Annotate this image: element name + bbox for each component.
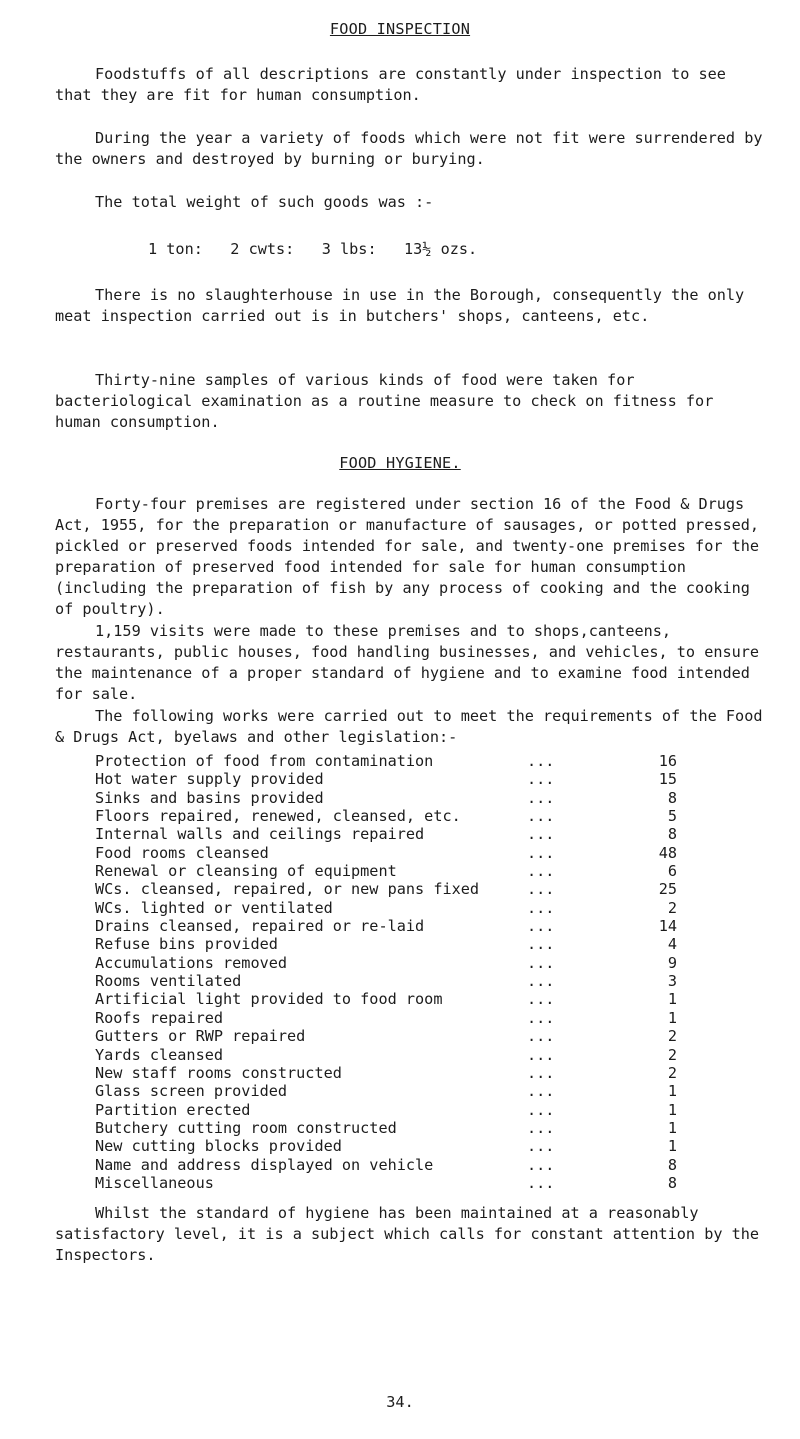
work-count: 14 <box>658 917 677 936</box>
work-count: 9 <box>667 953 677 972</box>
work-leader-dots: ... <box>527 880 555 899</box>
work-leader-dots: ... <box>527 898 555 917</box>
work-count: 16 <box>658 752 677 770</box>
food-inspection-para-3: The total weight of such goods was :- <box>95 193 434 211</box>
work-count: 8 <box>667 1155 677 1174</box>
work-label: Internal walls and ceilings repaired <box>95 825 425 844</box>
work-count: 25 <box>658 880 677 899</box>
food-inspection-para-2: During the year a variety of foods which were not fit were surrendered by the owners and destroyed by burning or burying. <box>55 129 763 168</box>
work-label: Refuse bins provided <box>95 935 278 954</box>
work-leader-dots: ... <box>527 807 555 826</box>
work-row <box>95 1156 755 1174</box>
work-row <box>95 1082 755 1100</box>
work-label: Yards cleansed <box>95 1045 224 1064</box>
work-leader-dots: ... <box>527 1155 555 1174</box>
work-count: 2 <box>667 1027 677 1046</box>
food-inspection-para-5: Thirty-nine samples of various kinds of food were taken for bacteriological examination as a routine measure to check on fitness for human consumption. <box>55 371 714 431</box>
food-inspection-heading: FOOD INSPECTION <box>329 20 471 38</box>
work-leader-dots: ... <box>527 1137 555 1156</box>
work-label: Glass screen provided <box>95 1082 288 1101</box>
work-label: New staff rooms constructed <box>95 1063 342 1082</box>
work-row <box>95 752 755 770</box>
work-row <box>95 789 755 807</box>
work-label: Name and address displayed on vehicle <box>95 1155 434 1174</box>
work-row <box>95 935 755 953</box>
work-row <box>95 990 755 1008</box>
work-leader-dots: ... <box>527 752 555 770</box>
work-count: 2 <box>667 1045 677 1064</box>
work-label: Roofs repaired <box>95 1008 224 1027</box>
work-count: 1 <box>667 1137 677 1156</box>
work-label: Drains cleansed, repaired or re-laid <box>95 917 425 936</box>
work-count: 2 <box>667 898 677 917</box>
work-row <box>95 844 755 862</box>
work-label: Accumulations removed <box>95 953 288 972</box>
work-count: 2 <box>667 1063 677 1082</box>
work-leader-dots: ... <box>527 770 555 789</box>
work-count: 48 <box>658 843 677 862</box>
work-leader-dots: ... <box>527 1045 555 1064</box>
work-leader-dots: ... <box>527 843 555 862</box>
work-row <box>95 862 755 880</box>
work-row <box>95 807 755 825</box>
work-label: Floors repaired, renewed, cleansed, etc. <box>95 807 461 826</box>
work-row <box>95 1137 755 1155</box>
work-leader-dots: ... <box>527 953 555 972</box>
work-row <box>95 1046 755 1064</box>
work-row <box>95 770 755 788</box>
work-row <box>95 825 755 843</box>
work-label: Hot water supply provided <box>95 770 324 789</box>
work-leader-dots: ... <box>527 1082 555 1101</box>
work-leader-dots: ... <box>527 990 555 1009</box>
work-count: 8 <box>667 788 677 807</box>
food-hygiene-para-1: Forty-four premises are registered under section 16 of the Food & Drugs Act, 1955, for the preparation or manufacture of sausages, or potted pressed, pickled or preserved foods intended for sale, and twenty-one premises for the preparation of preserved food intended for sale for human consumption (including the preparation of fish by any process of cooking and the cooking of poultry). <box>55 495 760 618</box>
work-count: 5 <box>667 807 677 826</box>
work-row <box>95 1009 755 1027</box>
work-label: WCs. cleansed, repaired, or new pans fixed <box>95 880 480 899</box>
work-label: Sinks and basins provided <box>95 788 324 807</box>
work-leader-dots: ... <box>527 917 555 936</box>
work-row <box>95 917 755 935</box>
page-number: 34. <box>386 1393 414 1411</box>
work-leader-dots: ... <box>527 1100 555 1119</box>
total-weight: 1 ton: 2 cwts: 3 lbs: 13½ ozs. <box>148 240 478 258</box>
work-leader-dots: ... <box>527 862 555 881</box>
food-inspection-para-4: There is no slaughterhouse in use in the Borough, consequently the only meat inspection carried out is in butchers' shops, canteens, etc. <box>55 286 745 325</box>
work-label: WCs. lighted or ventilated <box>95 898 333 917</box>
work-count: 1 <box>667 990 677 1009</box>
work-count: 15 <box>658 770 677 789</box>
work-leader-dots: ... <box>527 1118 555 1137</box>
work-count: 1 <box>667 1008 677 1027</box>
work-row <box>95 1064 755 1082</box>
food-hygiene-para-2: 1,159 visits were made to these premises and to shops,canteens, restaurants, public houses, food handling businesses, and vehicles, to ensure the maintenance of a proper standard of hygiene and to examine food intended for sale. <box>55 622 760 703</box>
work-label: Partition erected <box>95 1100 251 1119</box>
work-leader-dots: ... <box>527 825 555 844</box>
work-row <box>95 1119 755 1137</box>
work-label: Food rooms cleansed <box>95 843 269 862</box>
work-count: 1 <box>667 1082 677 1101</box>
work-leader-dots: ... <box>527 1063 555 1082</box>
work-count: 6 <box>667 862 677 881</box>
work-leader-dots: ... <box>527 1027 555 1046</box>
work-count: 8 <box>667 1173 677 1192</box>
work-row <box>95 1174 755 1192</box>
food-hygiene-heading: FOOD HYGIENE. <box>339 454 461 472</box>
work-row <box>95 954 755 972</box>
work-count: 1 <box>667 1118 677 1137</box>
work-row <box>95 1027 755 1045</box>
work-leader-dots: ... <box>527 935 555 954</box>
work-label: Miscellaneous <box>95 1173 214 1192</box>
work-count: 8 <box>667 825 677 844</box>
work-leader-dots: ... <box>527 1008 555 1027</box>
work-label: Artificial light provided to food room <box>95 990 443 1009</box>
work-label: New cutting blocks provided <box>95 1137 342 1156</box>
work-label: Protection of food from contamination <box>95 752 434 770</box>
work-count: 1 <box>667 1100 677 1119</box>
work-label: Butchery cutting room constructed <box>95 1118 397 1137</box>
work-label: Gutters or RWP repaired <box>95 1027 306 1046</box>
work-leader-dots: ... <box>527 972 555 991</box>
work-row <box>95 972 755 990</box>
work-count: 3 <box>667 972 677 991</box>
works-table <box>95 752 755 1192</box>
work-count: 4 <box>667 935 677 954</box>
food-hygiene-para-3: The following works were carried out to meet the requirements of the Food & Drugs Act, byelaws and other legislation:- <box>55 707 763 746</box>
work-label: Rooms ventilated <box>95 972 242 991</box>
work-row <box>95 880 755 898</box>
work-label: Renewal or cleansing of equipment <box>95 862 397 881</box>
work-leader-dots: ... <box>527 788 555 807</box>
work-leader-dots: ... <box>527 1173 555 1192</box>
work-row <box>95 899 755 917</box>
closing-paragraph: Whilst the standard of hygiene has been maintained at a reasonably satisfactory level, it is a subject which calls for constant attention by the Inspectors. <box>55 1204 760 1264</box>
work-row <box>95 1101 755 1119</box>
food-inspection-para-1: Foodstuffs of all descriptions are constantly under inspection to see that they are fit for human consumption. <box>55 65 726 104</box>
